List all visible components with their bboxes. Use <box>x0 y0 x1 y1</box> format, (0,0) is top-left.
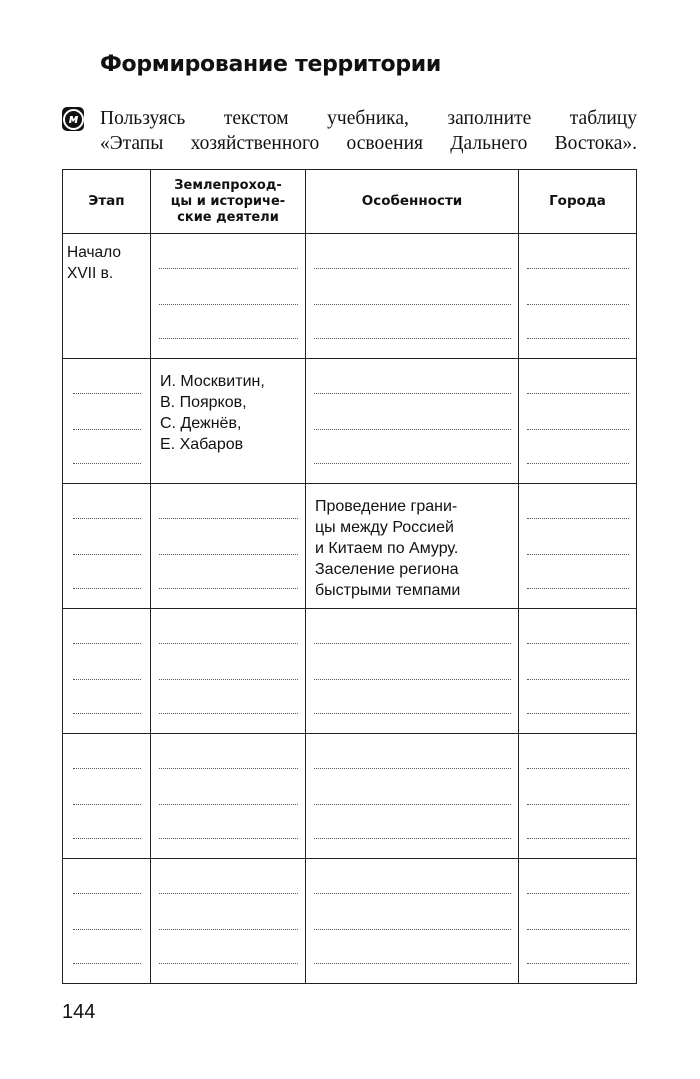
fill-in-dotted-line[interactable] <box>159 268 298 269</box>
cell-text-line: Начало <box>67 244 122 261</box>
fill-in-dotted-line[interactable] <box>159 554 298 555</box>
features-cell <box>306 234 519 359</box>
fill-in-dotted-line[interactable] <box>527 518 629 519</box>
fill-in-dotted-line[interactable] <box>527 963 629 964</box>
fill-in-dotted-line[interactable] <box>159 518 298 519</box>
people-cell <box>151 859 306 984</box>
header-text-line: Землепроход- <box>174 177 282 193</box>
header-text-line: цы и историче- <box>170 193 286 209</box>
task-marker-letter: м <box>63 109 84 130</box>
people-cell <box>151 609 306 734</box>
people-cell <box>151 484 306 609</box>
fill-in-dotted-line[interactable] <box>314 679 511 680</box>
features-cell <box>306 359 519 484</box>
task-instruction <box>100 106 637 156</box>
page-heading: Формирование территории <box>100 52 442 77</box>
stage-cell <box>63 859 151 984</box>
fill-in-dotted-line[interactable] <box>527 679 629 680</box>
stage-cell <box>63 234 151 359</box>
fill-in-dotted-line[interactable] <box>314 929 511 930</box>
cell-text-line: быстрыми темпами <box>315 582 461 599</box>
fill-in-dotted-line[interactable] <box>159 643 298 644</box>
stage-cell <box>63 609 151 734</box>
fill-in-dotted-line[interactable] <box>527 643 629 644</box>
stage-cell <box>63 359 151 484</box>
fill-in-dotted-line[interactable] <box>527 929 629 930</box>
fill-in-dotted-line[interactable] <box>314 893 511 894</box>
cities-cell <box>519 609 637 734</box>
page-number: 144 <box>62 1001 96 1023</box>
cell-text <box>67 242 121 284</box>
fill-in-dotted-line[interactable] <box>159 893 298 894</box>
header-text-line: ские деятели <box>177 209 279 225</box>
fill-in-dotted-line[interactable] <box>527 838 629 839</box>
fill-in-dotted-line[interactable] <box>73 554 141 555</box>
instruction-line: «Этапы хозяйственного освоения Дальнего Востока». <box>100 133 637 154</box>
fill-in-dotted-line[interactable] <box>314 393 511 394</box>
features-column-header <box>306 170 519 234</box>
cell-text-line: XVII в. <box>67 265 114 282</box>
fill-in-dotted-line[interactable] <box>73 929 141 930</box>
people-cell <box>151 734 306 859</box>
cell-text-line: Проведение грани- <box>315 498 458 515</box>
table-row <box>63 859 637 984</box>
features-cell <box>306 859 519 984</box>
cities-cell <box>519 734 637 859</box>
fill-in-dotted-line[interactable] <box>314 338 511 339</box>
fill-in-dotted-line[interactable] <box>527 429 629 430</box>
stage-cell <box>63 734 151 859</box>
fill-in-dotted-line[interactable] <box>73 393 141 394</box>
fill-in-dotted-line[interactable] <box>73 838 141 839</box>
fill-in-dotted-line[interactable] <box>314 768 511 769</box>
stage-cell <box>63 484 151 609</box>
fill-in-dotted-line[interactable] <box>73 429 141 430</box>
cities-column-header <box>519 170 637 234</box>
cell-text-line: и Китаем по Амуру. <box>315 540 459 557</box>
stage-column-header <box>63 170 151 234</box>
fill-in-dotted-line[interactable] <box>314 804 511 805</box>
fill-in-dotted-line[interactable] <box>527 338 629 339</box>
fill-in-dotted-line[interactable] <box>527 768 629 769</box>
cities-cell <box>519 234 637 359</box>
fill-in-dotted-line[interactable] <box>314 304 511 305</box>
fill-in-dotted-line[interactable] <box>73 679 141 680</box>
fill-in-dotted-line[interactable] <box>159 768 298 769</box>
fill-in-dotted-line[interactable] <box>159 679 298 680</box>
fill-in-dotted-line[interactable] <box>527 304 629 305</box>
cell-text-line: С. Дежнёв, <box>160 415 242 432</box>
fill-in-dotted-line[interactable] <box>159 304 298 305</box>
fill-in-dotted-line[interactable] <box>314 268 511 269</box>
features-cell <box>306 734 519 859</box>
features-cell <box>306 484 519 609</box>
fill-in-dotted-line[interactable] <box>159 963 298 964</box>
header-text-line: Города <box>549 193 606 209</box>
fill-in-dotted-line[interactable] <box>73 893 141 894</box>
fill-in-dotted-line[interactable] <box>527 588 629 589</box>
cities-cell <box>519 859 637 984</box>
cities-cell <box>519 359 637 484</box>
fill-in-dotted-line[interactable] <box>314 643 511 644</box>
cell-text-line: И. Москвитин, <box>160 373 265 390</box>
fill-in-dotted-line[interactable] <box>159 713 298 714</box>
fill-in-dotted-line[interactable] <box>314 463 511 464</box>
fill-in-dotted-line[interactable] <box>159 838 298 839</box>
fill-in-dotted-line[interactable] <box>73 963 141 964</box>
fill-in-dotted-line[interactable] <box>314 429 511 430</box>
fill-in-dotted-line[interactable] <box>73 804 141 805</box>
fill-in-dotted-line[interactable] <box>527 393 629 394</box>
people-cell <box>151 234 306 359</box>
stages-table <box>62 169 637 984</box>
fill-in-dotted-line[interactable] <box>527 804 629 805</box>
table-row <box>63 234 637 359</box>
header-text-line: Особенности <box>361 193 463 209</box>
cell-text-line: цы между Россией <box>315 519 454 536</box>
fill-in-dotted-line[interactable] <box>73 463 141 464</box>
fill-in-dotted-line[interactable] <box>314 713 511 714</box>
cell-text-line: Заселение региона <box>315 561 459 578</box>
table-row <box>63 484 637 609</box>
fill-in-dotted-line[interactable] <box>314 838 511 839</box>
cell-text <box>315 496 460 601</box>
cities-cell <box>519 484 637 609</box>
fill-in-dotted-line[interactable] <box>159 804 298 805</box>
fill-in-dotted-line[interactable] <box>527 713 629 714</box>
cell-text-line: В. Поярков, <box>160 394 247 411</box>
fill-in-dotted-line[interactable] <box>73 588 141 589</box>
fill-in-dotted-line[interactable] <box>527 893 629 894</box>
table-row <box>63 609 637 734</box>
people-column-header <box>151 170 306 234</box>
task-marker-icon <box>62 107 84 131</box>
cell-text <box>160 371 265 455</box>
fill-in-dotted-line[interactable] <box>527 268 629 269</box>
fill-in-dotted-line[interactable] <box>527 463 629 464</box>
fill-in-dotted-line[interactable] <box>73 643 141 644</box>
features-cell <box>306 609 519 734</box>
people-cell <box>151 359 306 484</box>
instruction-line: Пользуясь текстом учебника, заполните таблицу <box>100 108 637 129</box>
table-body <box>63 234 637 984</box>
fill-in-dotted-line[interactable] <box>73 713 141 714</box>
fill-in-dotted-line[interactable] <box>314 963 511 964</box>
fill-in-dotted-line[interactable] <box>159 929 298 930</box>
fill-in-dotted-line[interactable] <box>527 554 629 555</box>
fill-in-dotted-line[interactable] <box>73 518 141 519</box>
table-header-row <box>63 170 637 234</box>
table-row <box>63 359 637 484</box>
fill-in-dotted-line[interactable] <box>159 338 298 339</box>
table-row <box>63 734 637 859</box>
header-text-line: Этап <box>88 193 125 209</box>
cell-text-line: Е. Хабаров <box>160 436 244 453</box>
fill-in-dotted-line[interactable] <box>159 588 298 589</box>
fill-in-dotted-line[interactable] <box>73 768 141 769</box>
